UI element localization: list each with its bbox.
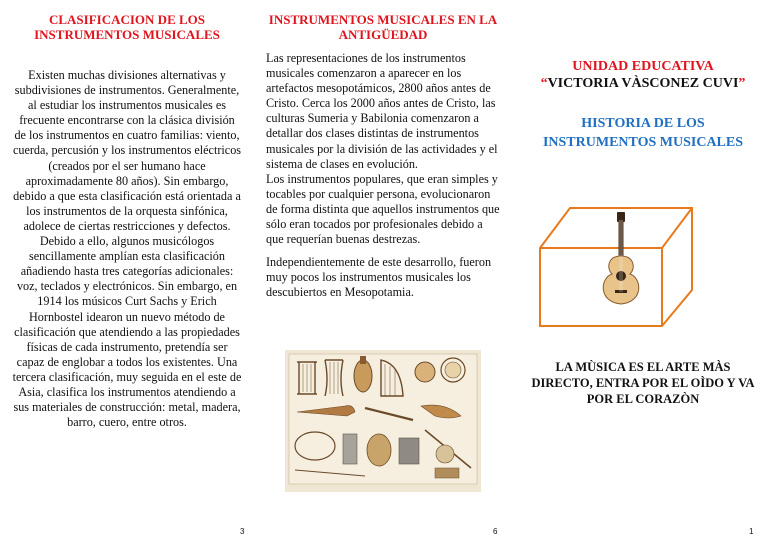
- panel-left: [12, 0, 242, 430]
- panel-left-heading: CLASIFICACION DE LOS INSTRUMENTOS MUSICALES: [34, 12, 220, 42]
- page-number-middle: 6: [493, 527, 498, 536]
- school-name-line: [528, 75, 758, 92]
- brochure-title: HISTORIA DE LOS INSTRUMENTOS MUSICALES: [542, 116, 744, 150]
- guitar-box-graphic: [536, 206, 698, 330]
- panel-middle-paragraph-2: Los instrumentos populares, que eran simples y tocables por cualquier persona, evolucionaron de forma distinta que aquellos instrumentos que sólo eran tocados por profesionales debido a que requerían buenas destrezas.: [266, 171, 500, 247]
- panel-middle-paragraph-3: Independientemente de este desarrollo, fueron muy pocos los instrumentos musicales los descubiertos en Mesopotamia.: [266, 255, 492, 300]
- panel-middle: [266, 0, 500, 301]
- panel-left-body: Existen muchas divisiones alternativas y subdivisiones de instrumentos. Generalmente, al estudiar los instrumentos musicales es frecuente encontrarse con la clásica división de los instrumentos en cuatro familias: viento, cuerda, percusión y los instrumentos eléctricos (creados por el ser humano hace aproximadamente 80 años). Sin embargo, debido a que esta clasificación está orientada a los instrumentos de la orquesta sinfónica, adolece de ciertas restricciones y defectos. Debido a ello, algunos musicólogos sencillamente amplían esta clasificación añadiendo hasta tres categorías adicionales: voz, teclados y electrónicos. Sin embargo, en 1914 los músicos Curt Sachs y Erich Hornbostel idearon un nuevo método de clasificación que atendiendo a las propiedades físicas de cada instrumento, pretendía ser capaz de englobar a todos los existentes. Una tercera clasificación, muy seguida en el este de Asia, clasifica los instrumentos atendiendo a sus materiales de construcción: metal, madera, barro, cuero, entre otros.: [12, 68, 242, 430]
- page-number-left: 3: [240, 527, 245, 536]
- page-number-right: 1: [749, 527, 754, 536]
- quote-open: “: [540, 76, 548, 91]
- ancient-instruments-illustration: [285, 350, 481, 492]
- panel-middle-paragraph-1: Las representaciones de los instrumentos musicales comenzaron a aparecer en los artefactos mesopotámicos, 2800 años antes de Cristo. Cerca los 2000 años antes de Cristo, las culturas Sumeria y Babilonia comenzaron a detallar dos clases distintas de instrumentos musicales por la división de las actividades y el sistema de clases en evolución.: [266, 51, 498, 171]
- guitar-icon: [603, 212, 639, 304]
- school-name: VICTORIA VÀSCONEZ CUVI: [547, 76, 739, 91]
- quote-close: ”: [738, 76, 746, 91]
- school-label: UNIDAD EDUCATIVA: [572, 59, 714, 74]
- panel-middle-heading: INSTRUMENTOS MUSICALES EN LA ANTIGÜEDAD: [268, 12, 498, 42]
- motto: LA MÙSICA ES EL ARTE MÀS DIRECTO, ENTRA POR EL OÌDO Y VA POR EL CORAZÒN: [531, 360, 755, 406]
